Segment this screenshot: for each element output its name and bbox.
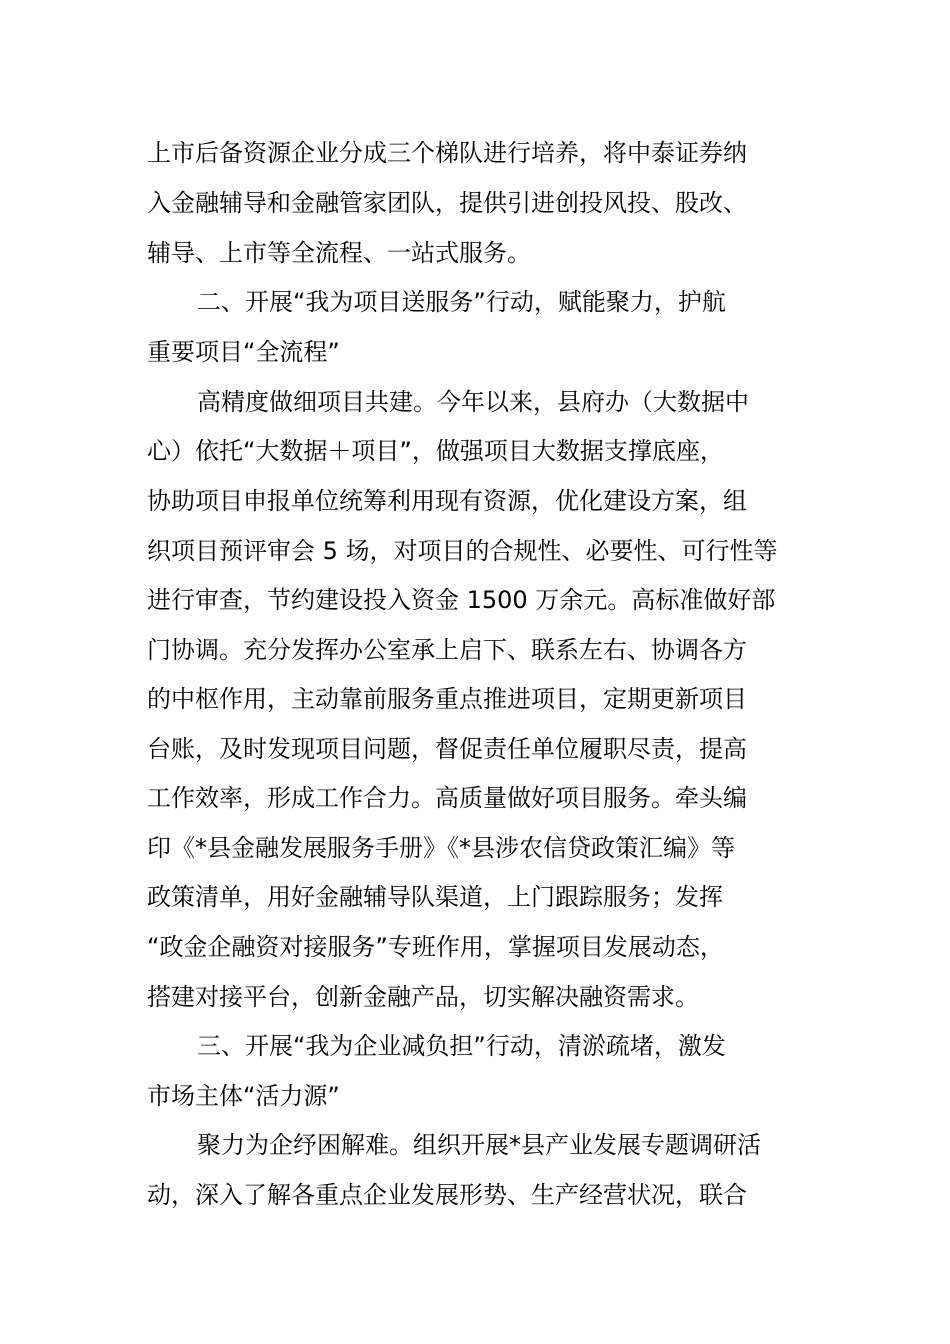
section-heading-line: 重要项目“全流程” [147,338,340,366]
body-line: 进行审查，节约建设投入资金 1500 万余元。高标准做好部 [147,586,776,614]
body-line: 高精度做细项目共建。今年以来，县府办（大数据中 [197,388,749,416]
body-line: 印《*县金融发展服务手册》《*县涉农信贷政策汇编》等 [147,834,735,862]
body-line: 门协调。充分发挥办公室承上启下、联系左右、协调各方 [147,636,747,664]
body-line: 动，深入了解各重点企业发展形势、生产经营状况，联合 [147,1181,747,1209]
section-heading-line: 市场主体“活力源” [147,1082,340,1110]
body-line: 政策清单，用好金融辅导队渠道，上门跟踪服务；发挥 [147,883,723,911]
body-line: 的中枢作用，主动靠前服务重点推进项目，定期更新项目 [147,685,747,713]
body-line: 工作效率，形成工作合力。高质量做好项目服务。牵头编 [147,784,747,812]
body-line: 辅导、上市等全流程、一站式服务。 [147,239,531,267]
body-line: “政金企融资对接服务”专班作用，掌握项目发展动态， [147,933,724,961]
body-line: 聚力为企纾困解难。组织开展*县产业发展专题调研活 [197,1131,761,1159]
section-heading-line: 二、开展“我为项目送服务”行动，赋能聚力，护航 [197,288,726,316]
body-line: 织项目预评审会 5 场，对项目的合规性、必要性、可行性等 [147,537,778,565]
section-heading-line: 三、开展“我为企业减负担”行动，清淤疏堵，激发 [197,1032,726,1060]
body-line: 搭建对接平台，创新金融产品，切实解决融资需求。 [147,983,699,1011]
body-line: 协助项目申报单位统筹利用现有资源，优化建设方案，组 [147,487,747,515]
body-line: 上市后备资源企业分成三个梯队进行培养，将中泰证券纳 [147,139,747,167]
body-line: 心）依托“大数据＋项目”，做强项目大数据支撑底座， [147,437,724,465]
body-line: 入金融辅导和金融管家团队，提供引进创投风投、股改、 [147,189,747,217]
body-line: 台账，及时发现项目问题，督促责任单位履职尽责，提高 [147,735,747,763]
